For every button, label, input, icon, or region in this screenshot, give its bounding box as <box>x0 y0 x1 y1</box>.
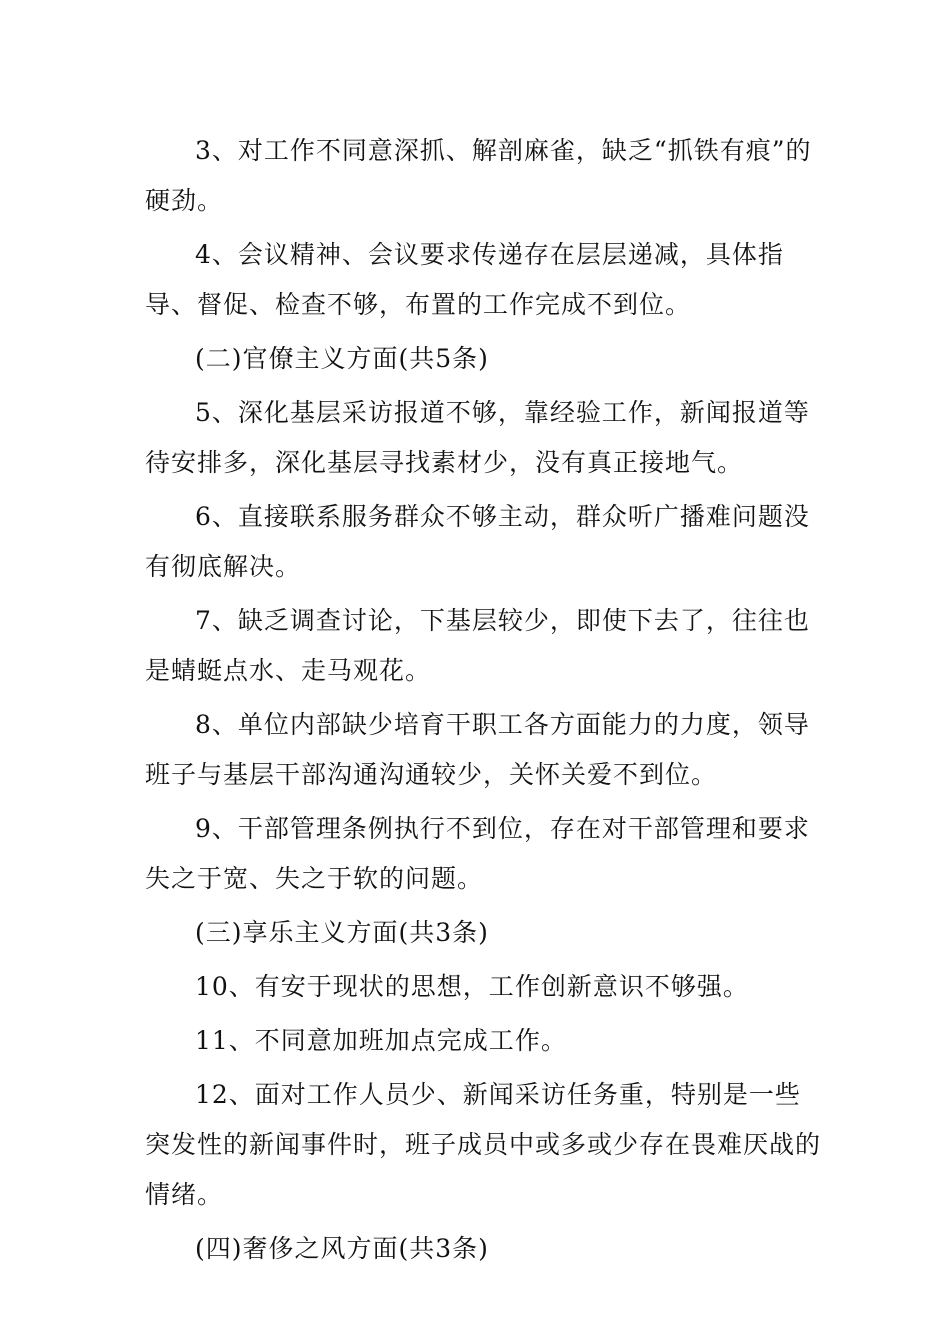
section-heading-bureaucratism: (二)官僚主义方面(共5条) <box>195 344 489 373</box>
document-body <box>145 126 825 1278</box>
paragraph-item-11: 11、不同意加班加点完成工作。 <box>195 1026 567 1055</box>
paragraph-item-10: 10、有安于现状的思想，工作创新意识不够强。 <box>195 972 749 1001</box>
paragraph-item-6: 6、直接联系服务群众不够主动，群众听广播难问题没有彻底解决。 <box>145 502 810 581</box>
paragraph-item-9: 9、干部管理条例执行不到位，存在对干部管理和要求失之于宽、失之于软的问题。 <box>145 814 810 893</box>
paragraph-item-12: 12、面对工作人员少、新闻采访任务重，特别是一些突发性的新闻事件时，班子成员中或多或少存在畏难厌战的情绪。 <box>145 1080 822 1209</box>
section-heading-extravagance: (四)奢侈之风方面(共3条) <box>195 1234 489 1263</box>
paragraph-item-7: 7、缺乏调查讨论，下基层较少，即使下去了，往往也是蜻蜓点水、走马观花。 <box>145 606 810 685</box>
paragraph-item-5: 5、深化基层采访报道不够，靠经验工作，新闻报道等待安排多，深化基层寻找素材少，没有真正接地气。 <box>145 398 810 477</box>
paragraph-item-8: 8、单位内部缺少培育干职工各方面能力的力度，领导班子与基层干部沟通沟通较少，关怀关爱不到位。 <box>145 710 810 789</box>
paragraph-item-4: 4、会议精神、会议要求传递存在层层递减，具体指导、督促、检查不够，布置的工作完成不到位。 <box>145 240 784 319</box>
section-heading-hedonism: (三)享乐主义方面(共3条) <box>195 918 489 947</box>
paragraph-item-3: 3、对工作不同意深抓、解剖麻雀，缺乏“抓铁有痕”的硬劲。 <box>145 136 812 215</box>
